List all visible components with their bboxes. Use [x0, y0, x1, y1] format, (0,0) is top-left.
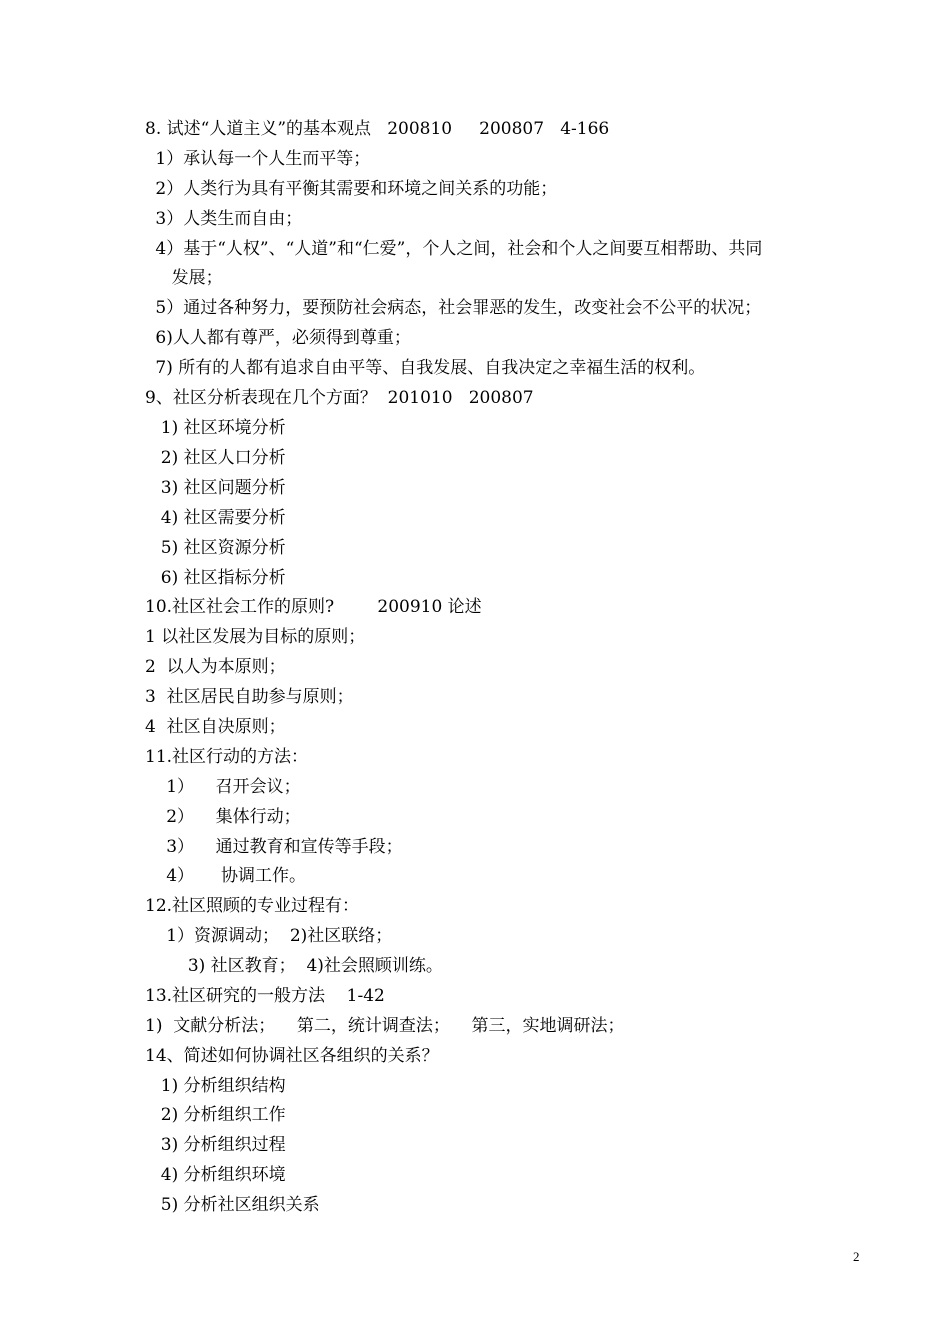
question-12-items-1-2: 1）资源调动； 2)社区联络；: [150, 926, 393, 946]
question-14-heading: 14、简述如何协调社区各组织的关系？: [145, 1046, 439, 1066]
question-12-items-3-4: 3) 社区教育； 4)社会照顾训练。: [150, 956, 443, 976]
question-8-heading: 8. 试述“人道主义”的基本观点 200810 200807 4-166: [145, 119, 610, 139]
question-11-item-1: 1） 召开会议；: [150, 777, 301, 797]
question-12-heading: 12.社区照顾的专业过程有：: [145, 896, 360, 916]
question-10-item-1: 1 以社区发展为目标的原则；: [145, 627, 366, 647]
question-14-item-2: 2) 分析组织工作: [150, 1105, 286, 1125]
question-10-heading: 10.社区社会工作的原则? 200910 论述: [145, 597, 482, 617]
question-9-item-6: 6) 社区指标分析: [150, 568, 286, 588]
question-9-item-2: 2) 社区人口分析: [150, 448, 286, 468]
question-8-point-5: 5）通过各种努力，要预防社会病态，社会罪恶的发生，改变社会不公平的状况；: [150, 298, 762, 318]
question-13-methods: 1) 文献分析法； 第二，统计调查法； 第三，实地调研法；: [145, 1016, 625, 1036]
question-8-point-6: 6)人人都有尊严，必须得到尊重；: [150, 328, 411, 348]
question-8-point-7: 7) 所有的人都有追求自由平等、自我发展、自我决定之幸福生活的权利。: [150, 358, 706, 378]
question-11-item-3: 3） 通过教育和宣传等手段；: [150, 837, 403, 857]
question-14-item-1: 1) 分析组织结构: [150, 1076, 286, 1096]
question-10-item-4: 4 社区自决原则；: [145, 717, 286, 737]
question-8-point-4: 4）基于“人权”、“人道”和“仁爱”，个人之间，社会和个人之间要互相帮助、共同: [150, 239, 763, 259]
question-14-item-3: 3) 分析组织过程: [150, 1135, 286, 1155]
question-9-item-5: 5) 社区资源分析: [150, 538, 286, 558]
question-9-item-3: 3) 社区问题分析: [150, 478, 286, 498]
question-8-point-3: 3）人类生而自由；: [150, 209, 303, 229]
question-9-heading: 9、社区分析表现在几个方面？ 201010 200807: [145, 388, 534, 408]
question-11-heading: 11.社区行动的方法：: [145, 747, 309, 767]
question-10-item-2: 2 以人为本原则；: [145, 657, 286, 677]
question-11-item-2: 2） 集体行动；: [150, 807, 301, 827]
question-14-item-4: 4) 分析组织环境: [150, 1165, 286, 1185]
question-9-item-4: 4) 社区需要分析: [150, 508, 286, 528]
question-8-point-1: 1）承认每一个人生而平等；: [150, 149, 371, 169]
question-8-point-2: 2）人类行为具有平衡其需要和环境之间关系的功能；: [150, 179, 558, 199]
question-14-item-5: 5) 分析社区组织关系: [150, 1195, 320, 1215]
question-10-item-3: 3 社区居民自助参与原则；: [145, 687, 354, 707]
question-13-heading: 13.社区研究的一般方法 1-42: [145, 986, 385, 1006]
question-11-item-4: 4） 协调工作。: [150, 866, 307, 886]
page-number: 2: [853, 1249, 860, 1264]
question-8-point-4-continued: 发展；: [150, 268, 223, 288]
question-9-item-1: 1) 社区环境分析: [150, 418, 286, 438]
